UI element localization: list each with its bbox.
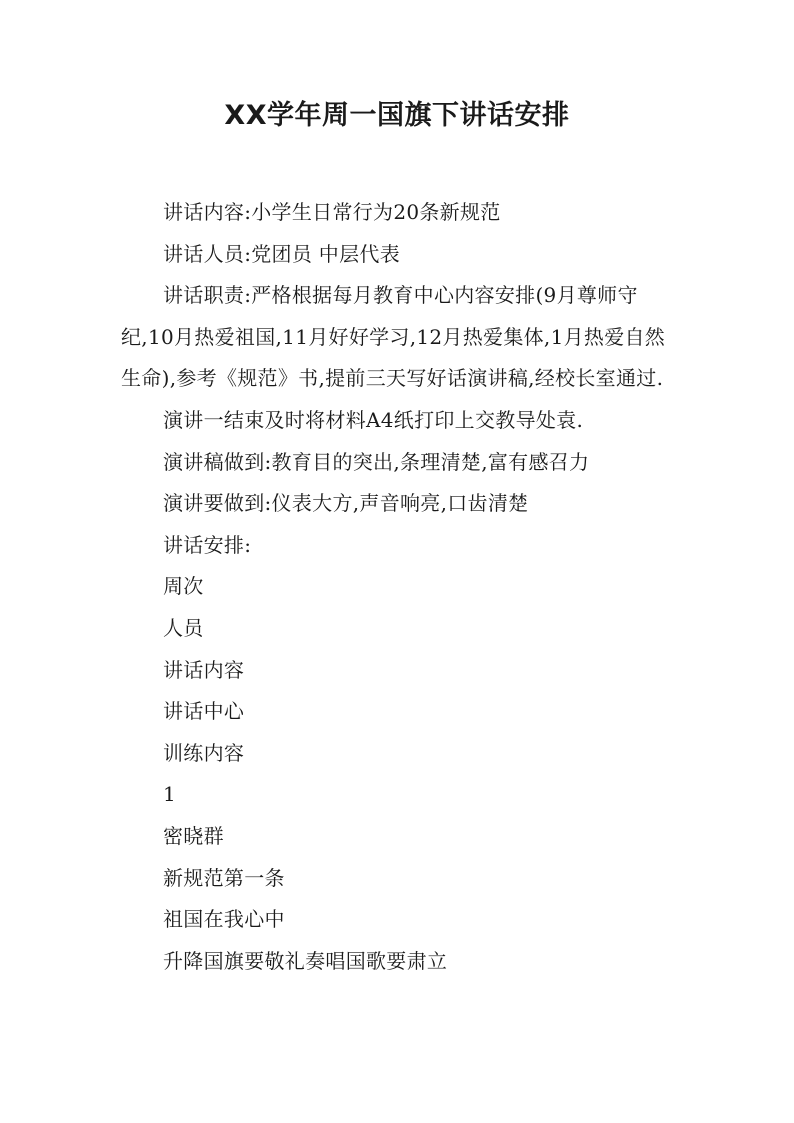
table-cell-content: 新规范第一条 bbox=[163, 865, 285, 890]
table-header-center: 讲话中心 bbox=[163, 699, 245, 724]
paragraph-draft-requirements: 演讲稿做到:教育目的突出,条理清楚,富有感召力 bbox=[163, 449, 590, 474]
table-header-training: 训练内容 bbox=[163, 740, 245, 765]
table-cell-center: 祖国在我心中 bbox=[163, 907, 285, 932]
table-cell-training: 升降国旗要敬礼奏唱国歌要肃立 bbox=[163, 948, 448, 973]
table-header-person: 人员 bbox=[163, 615, 204, 640]
table-cell-week: 1 bbox=[163, 782, 177, 807]
paragraph-schedule-heading: 讲话安排: bbox=[163, 532, 252, 557]
paragraph-delivery-requirements: 演讲要做到:仪表大方,声音响亮,口齿清楚 bbox=[163, 491, 529, 516]
document-title: XX学年周一国旗下讲话安排 bbox=[224, 100, 570, 131]
table-header-content: 讲话内容 bbox=[163, 657, 245, 682]
paragraph-submission: 演讲一结束及时将材料A4纸打印上交教导处袁. bbox=[163, 407, 584, 432]
paragraph-speakers: 讲话人员:党团员 中层代表 bbox=[163, 241, 400, 266]
document-body bbox=[121, 192, 675, 982]
paragraph-speech-content: 讲话内容:小学生日常行为20条新规范 bbox=[163, 200, 501, 224]
paragraph-responsibilities: 讲话职责:严格根据每月教育中心内容安排(9月尊师守纪,10月热爱祖国,11月好好学习,12月热爱集体,1月热爱自然生命),参考《规范》书,提前三天写好话演讲稿,经校长室通过. bbox=[121, 283, 666, 391]
table-header-week: 周次 bbox=[163, 574, 204, 599]
table-cell-person: 密晓群 bbox=[163, 823, 224, 848]
